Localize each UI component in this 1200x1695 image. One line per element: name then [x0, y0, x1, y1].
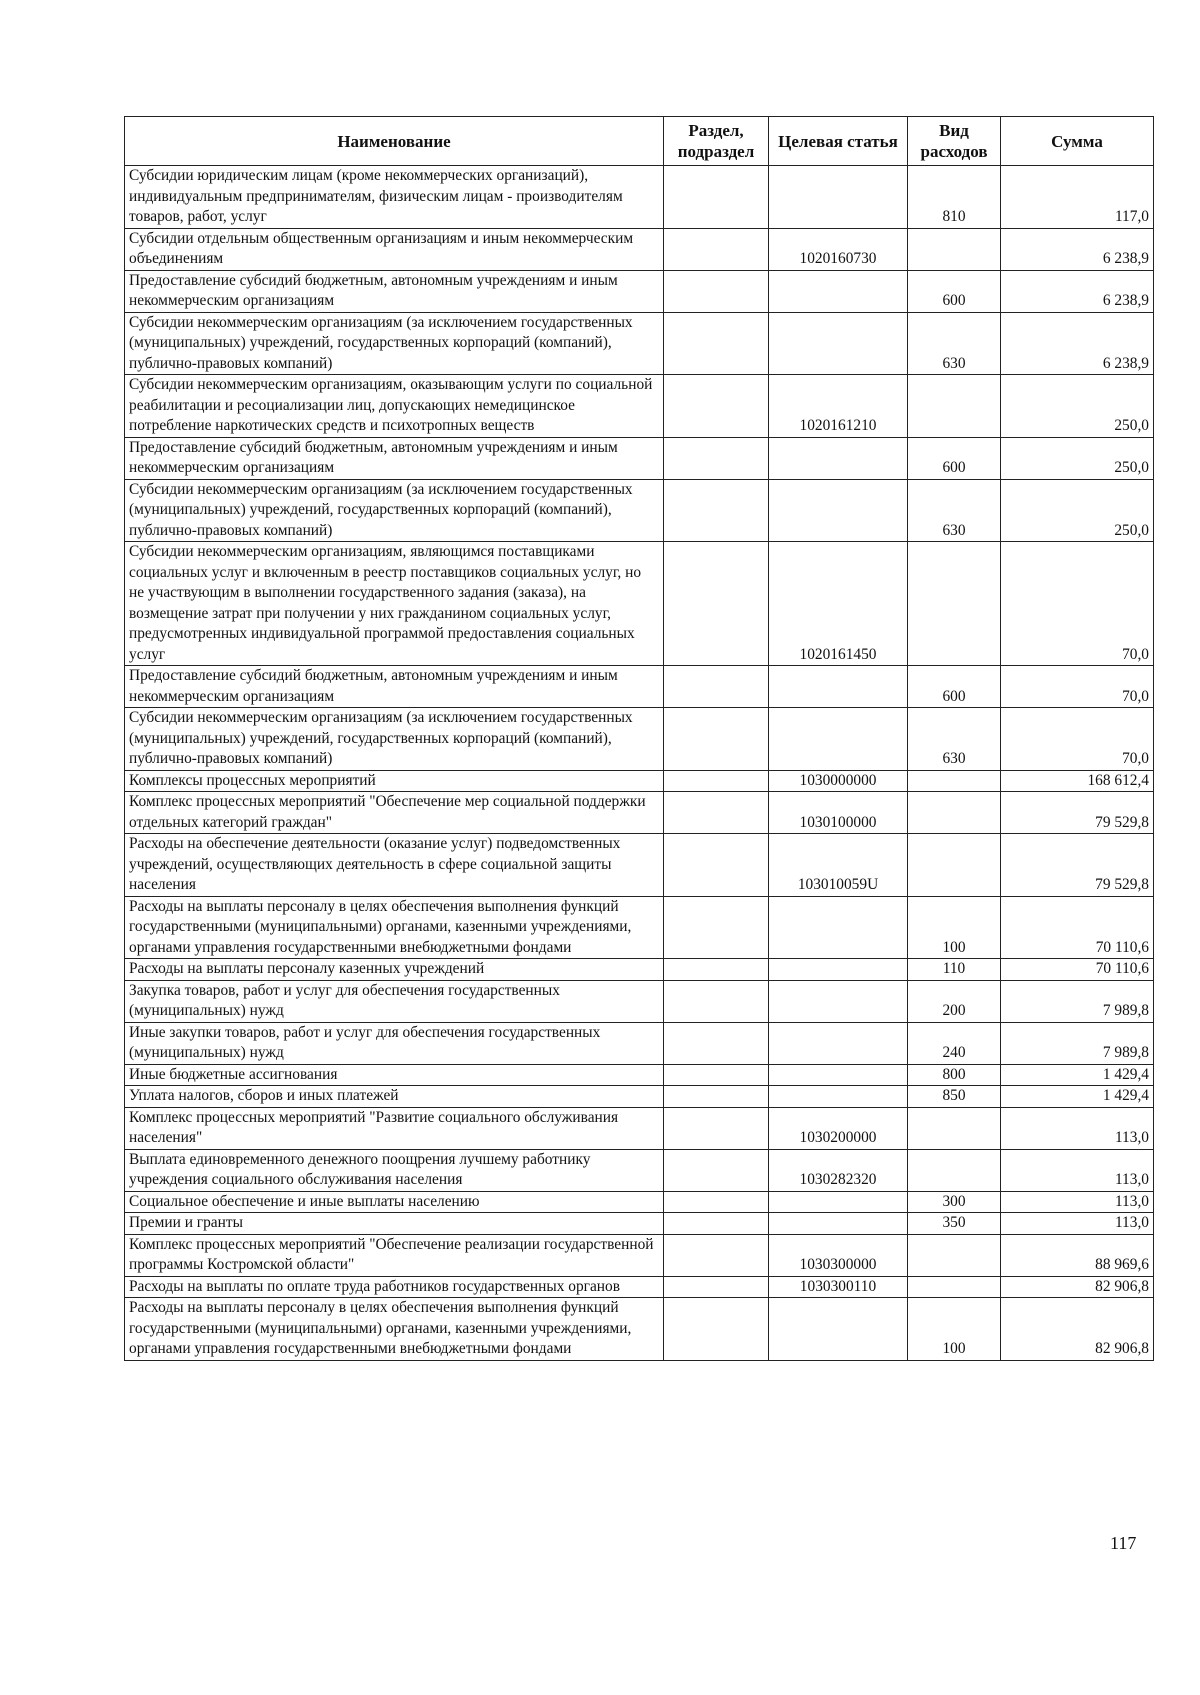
cell-sum: 250,0	[1001, 437, 1154, 479]
cell-name: Субсидии некоммерческим организациям (за исключением государственных (муниципальных) учреждений, государственных корпораций (компаний), публично-правовых компаний)	[125, 708, 664, 771]
cell-article	[769, 980, 908, 1022]
cell-expense-type: 110	[908, 959, 1001, 981]
cell-sum: 88 969,6	[1001, 1234, 1154, 1276]
cell-name: Иные закупки товаров, работ и услуг для обеспечения государственных (муниципальных) нужд	[125, 1022, 664, 1064]
cell-expense-type: 630	[908, 708, 1001, 771]
cell-article	[769, 1213, 908, 1235]
table-row	[125, 792, 1154, 834]
cell-section	[664, 666, 769, 708]
cell-section	[664, 1276, 769, 1298]
cell-sum: 70 110,6	[1001, 896, 1154, 959]
table-row	[125, 980, 1154, 1022]
table-row	[125, 1064, 1154, 1086]
cell-section	[664, 1086, 769, 1108]
cell-sum: 70 110,6	[1001, 959, 1154, 981]
cell-expense-type: 630	[908, 312, 1001, 375]
cell-expense-type: 300	[908, 1191, 1001, 1213]
cell-section	[664, 1191, 769, 1213]
cell-name: Предоставление субсидий бюджетным, автономным учреждениям и иным некоммерческим организациям	[125, 437, 664, 479]
cell-article: 1020161210	[769, 375, 908, 438]
cell-expense-type: 850	[908, 1086, 1001, 1108]
cell-article	[769, 166, 908, 229]
cell-name: Комплексы процессных мероприятий	[125, 770, 664, 792]
cell-expense-type	[908, 228, 1001, 270]
cell-name: Комплекс процессных мероприятий "Развитие социального обслуживания населения"	[125, 1107, 664, 1149]
cell-section	[664, 1234, 769, 1276]
cell-section	[664, 479, 769, 542]
cell-expense-type	[908, 542, 1001, 666]
cell-section	[664, 980, 769, 1022]
cell-sum: 113,0	[1001, 1107, 1154, 1149]
cell-name: Расходы на выплаты персоналу казенных учреждений	[125, 959, 664, 981]
cell-sum: 7 989,8	[1001, 980, 1154, 1022]
cell-article: 1030300110	[769, 1276, 908, 1298]
header-sum: Сумма	[1001, 117, 1154, 166]
table-row	[125, 708, 1154, 771]
table-row	[125, 437, 1154, 479]
table-row	[125, 896, 1154, 959]
header-section: Раздел, подраздел	[664, 117, 769, 166]
cell-name: Закупка товаров, работ и услуг для обеспечения государственных (муниципальных) нужд	[125, 980, 664, 1022]
cell-name: Расходы на выплаты по оплате труда работников государственных органов	[125, 1276, 664, 1298]
cell-section	[664, 166, 769, 229]
cell-name: Субсидии отдельным общественным организациям и иным некоммерческим объединениям	[125, 228, 664, 270]
cell-section	[664, 1149, 769, 1191]
table-row	[125, 1234, 1154, 1276]
cell-expense-type: 200	[908, 980, 1001, 1022]
cell-name: Субсидии некоммерческим организациям, оказывающим услуги по социальной реабилитации и ресоциализации лиц, допускающих немедицинское потребление наркотических средств и психотропных веществ	[125, 375, 664, 438]
cell-name: Предоставление субсидий бюджетным, автономным учреждениям и иным некоммерческим организациям	[125, 666, 664, 708]
cell-expense-type	[908, 1149, 1001, 1191]
cell-expense-type: 240	[908, 1022, 1001, 1064]
cell-sum: 70,0	[1001, 666, 1154, 708]
cell-sum: 113,0	[1001, 1149, 1154, 1191]
cell-article: 1030100000	[769, 792, 908, 834]
cell-sum: 1 429,4	[1001, 1064, 1154, 1086]
cell-sum: 113,0	[1001, 1191, 1154, 1213]
cell-article	[769, 666, 908, 708]
cell-name: Комплекс процессных мероприятий "Обеспечение мер социальной поддержки отдельных категорий граждан"	[125, 792, 664, 834]
cell-expense-type: 100	[908, 896, 1001, 959]
cell-sum: 7 989,8	[1001, 1022, 1154, 1064]
cell-sum: 79 529,8	[1001, 792, 1154, 834]
cell-name: Премии и гранты	[125, 1213, 664, 1235]
cell-section	[664, 770, 769, 792]
cell-section	[664, 792, 769, 834]
cell-article: 1020160730	[769, 228, 908, 270]
cell-name: Субсидии некоммерческим организациям (за исключением государственных (муниципальных) учреждений, государственных корпораций (компаний), публично-правовых компаний)	[125, 479, 664, 542]
cell-section	[664, 312, 769, 375]
cell-article	[769, 270, 908, 312]
cell-article	[769, 312, 908, 375]
table-row	[125, 375, 1154, 438]
table-row	[125, 1276, 1154, 1298]
cell-article: 1030282320	[769, 1149, 908, 1191]
cell-article	[769, 959, 908, 981]
cell-expense-type: 630	[908, 479, 1001, 542]
cell-article: 1020161450	[769, 542, 908, 666]
cell-article	[769, 1086, 908, 1108]
cell-article: 103010059U	[769, 834, 908, 897]
table-row	[125, 542, 1154, 666]
table-body	[125, 166, 1154, 1361]
table-row	[125, 770, 1154, 792]
table-row	[125, 228, 1154, 270]
table-row	[125, 959, 1154, 981]
cell-expense-type	[908, 1107, 1001, 1149]
cell-article	[769, 1191, 908, 1213]
cell-article	[769, 1064, 908, 1086]
cell-expense-type	[908, 1276, 1001, 1298]
cell-name: Выплата единовременного денежного поощрения лучшему работнику учреждения социального обслуживания населения	[125, 1149, 664, 1191]
cell-expense-type	[908, 1234, 1001, 1276]
cell-sum: 70,0	[1001, 542, 1154, 666]
cell-name: Комплекс процессных мероприятий "Обеспечение реализации государственной программы Костромской области"	[125, 1234, 664, 1276]
table-row	[125, 1022, 1154, 1064]
cell-article	[769, 1022, 908, 1064]
cell-section	[664, 375, 769, 438]
cell-sum: 6 238,9	[1001, 312, 1154, 375]
table-row	[125, 1191, 1154, 1213]
table-row	[125, 312, 1154, 375]
table-header-row	[125, 117, 1154, 166]
cell-name: Социальное обеспечение и иные выплаты населению	[125, 1191, 664, 1213]
table-row	[125, 166, 1154, 229]
cell-name: Субсидии юридическим лицам (кроме некоммерческих организаций), индивидуальным предпринимателям, физическим лицам - производителям товаров, работ, услуг	[125, 166, 664, 229]
cell-name: Иные бюджетные ассигнования	[125, 1064, 664, 1086]
table-row	[125, 1086, 1154, 1108]
cell-article: 1030300000	[769, 1234, 908, 1276]
cell-article	[769, 479, 908, 542]
table-row	[125, 1298, 1154, 1361]
cell-section	[664, 1107, 769, 1149]
cell-article: 1030000000	[769, 770, 908, 792]
cell-expense-type	[908, 770, 1001, 792]
cell-name: Субсидии некоммерческим организациям (за исключением государственных (муниципальных) учреждений, государственных корпораций (компаний), публично-правовых компаний)	[125, 312, 664, 375]
cell-section	[664, 1213, 769, 1235]
cell-sum: 82 906,8	[1001, 1276, 1154, 1298]
cell-section	[664, 270, 769, 312]
table-row	[125, 666, 1154, 708]
table-row	[125, 1149, 1154, 1191]
cell-section	[664, 1298, 769, 1361]
cell-name: Предоставление субсидий бюджетным, автономным учреждениям и иным некоммерческим организациям	[125, 270, 664, 312]
cell-expense-type: 600	[908, 270, 1001, 312]
cell-expense-type: 800	[908, 1064, 1001, 1086]
cell-section	[664, 1022, 769, 1064]
page-number: 117	[1110, 1533, 1137, 1553]
cell-sum: 1 429,4	[1001, 1086, 1154, 1108]
cell-article	[769, 1298, 908, 1361]
cell-name: Расходы на выплаты персоналу в целях обеспечения выполнения функций государственными (муниципальными) органами, казенными учреждениями, органами управления государственными внебюджетными фондами	[125, 896, 664, 959]
cell-section	[664, 1064, 769, 1086]
cell-section	[664, 959, 769, 981]
cell-section	[664, 228, 769, 270]
cell-expense-type: 600	[908, 666, 1001, 708]
header-article: Целевая статья	[769, 117, 908, 166]
table-row	[125, 479, 1154, 542]
cell-expense-type: 810	[908, 166, 1001, 229]
cell-sum: 79 529,8	[1001, 834, 1154, 897]
cell-sum: 6 238,9	[1001, 228, 1154, 270]
cell-section	[664, 896, 769, 959]
cell-sum: 6 238,9	[1001, 270, 1154, 312]
cell-article	[769, 437, 908, 479]
header-name: Наименование	[125, 117, 664, 166]
cell-expense-type	[908, 375, 1001, 438]
budget-table	[124, 116, 1154, 1361]
cell-sum: 113,0	[1001, 1213, 1154, 1235]
header-expense-type: Вид расходов	[908, 117, 1001, 166]
cell-expense-type: 350	[908, 1213, 1001, 1235]
cell-article	[769, 708, 908, 771]
cell-expense-type: 600	[908, 437, 1001, 479]
cell-article: 1030200000	[769, 1107, 908, 1149]
cell-expense-type	[908, 792, 1001, 834]
cell-name: Расходы на выплаты персоналу в целях обеспечения выполнения функций государственными (муниципальными) органами, казенными учреждениями, органами управления государственными внебюджетными фондами	[125, 1298, 664, 1361]
cell-name: Уплата налогов, сборов и иных платежей	[125, 1086, 664, 1108]
cell-name: Расходы на обеспечение деятельности (оказание услуг) подведомственных учреждений, осуществляющих деятельность в сфере социальной защиты населения	[125, 834, 664, 897]
table-row	[125, 1213, 1154, 1235]
cell-sum: 70,0	[1001, 708, 1154, 771]
cell-section	[664, 542, 769, 666]
cell-expense-type	[908, 834, 1001, 897]
cell-article	[769, 896, 908, 959]
cell-expense-type: 100	[908, 1298, 1001, 1361]
cell-sum: 168 612,4	[1001, 770, 1154, 792]
cell-sum: 117,0	[1001, 166, 1154, 229]
table-row	[125, 270, 1154, 312]
cell-sum: 82 906,8	[1001, 1298, 1154, 1361]
cell-section	[664, 437, 769, 479]
table-row	[125, 1107, 1154, 1149]
cell-sum: 250,0	[1001, 479, 1154, 542]
table-row	[125, 834, 1154, 897]
cell-name: Субсидии некоммерческим организациям, являющимся поставщиками социальных услуг и включенным в реестр поставщиков социальных услуг, но не участвующим в выполнении государственного задания (заказа), на возмещение затрат при получении у них гражданином социальных услуг, предусмотренных индивидуальной программой предоставления социальных услуг	[125, 542, 664, 666]
cell-section	[664, 834, 769, 897]
cell-section	[664, 708, 769, 771]
cell-sum: 250,0	[1001, 375, 1154, 438]
